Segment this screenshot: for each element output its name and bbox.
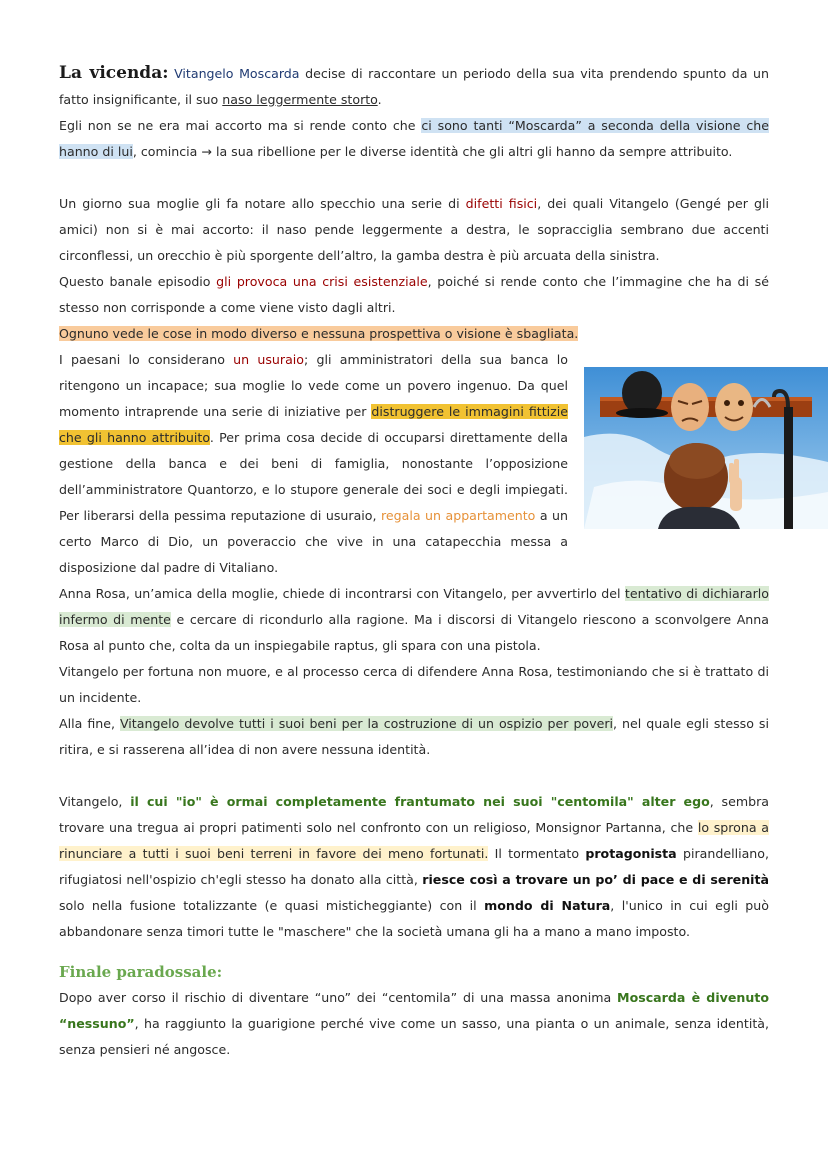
section-title-vicenda: La vicenda:: [59, 63, 169, 83]
text-span: , sembra trovare una tregua ai propri patimenti solo nel confronto con un religioso, Monsignor Partanna, che: [59, 794, 770, 835]
text-span: Il tormentato: [488, 846, 586, 861]
text-span: Dopo aver corso il rischio di diventare “uno” dei “centomila” di una massa anonima: [59, 990, 618, 1005]
highlight-yellow: distruggere le immagini fittizie che gli hanno attribuito: [59, 404, 569, 445]
emphasis-green: il cui "io" è ormai completamente frantumato nei suoi "centomila" alter ego: [130, 794, 710, 809]
emphasis-bold: protagonista: [585, 846, 677, 861]
highlight-green: Vitangelo devolve tutti i suoi beni per la costruzione di un ospizio per poveri: [119, 716, 614, 731]
text-span: solo nella fusione totalizzante (e quasi misticheggiante) con il: [59, 898, 485, 913]
paragraph: [59, 659, 769, 711]
emphasis-bold: riesce così a trovare un po’ di pace e di serenità: [422, 872, 770, 887]
text-span: Vitangelo,: [59, 794, 131, 809]
text-span: , l'unico in cui egli può abbandonare senza timori tutte le "maschere" che la società umana gli ha a mano a mano imposto.: [59, 898, 769, 939]
emphasis-orange: regala un appartamento: [381, 508, 536, 523]
section-title-finale: Finale paradossale:: [59, 963, 223, 981]
emphasis-red: gli provoca una crisi esistenziale: [216, 274, 428, 289]
masks-painting-illustration: [584, 367, 828, 529]
text-span: I paesani lo considerano: [59, 352, 234, 367]
highlight-green: tentativo di dichiararlo infermo di mente: [59, 586, 770, 627]
text-span: a un certo Marco di Dio, un poveraccio che vive in una catapecchia messa a disposizione dal padre di Vitaliano.: [59, 508, 569, 575]
emphasis-red: un usuraio: [233, 352, 305, 367]
paragraph: [59, 269, 769, 321]
paragraph: [59, 113, 769, 165]
text-span: Alla fine,: [59, 716, 120, 731]
paragraph-with-image: [59, 347, 769, 581]
text-span: e cercare di ricondurlo alla ragione. Ma i discorsi di Vitangelo riescono a sconvolgere Anna Rosa al punto che, colta da un inspiegabile raptus, gli spara con una pistola.: [59, 612, 769, 653]
paragraph: [59, 321, 769, 347]
paragraph: [59, 581, 769, 659]
text-span: decise di raccontare un periodo della sua vita prendendo spunto da un fatto insignificante, il suo: [59, 66, 769, 107]
paragraph: [59, 985, 769, 1063]
text-span: , nel quale egli stesso si ritira, e si rasserena all’idea di non avere nessuna identità.: [59, 716, 769, 757]
underlined-text: naso leggermente storto: [222, 92, 378, 107]
text-span: .: [377, 92, 382, 107]
text-span: , comincia → la sua ribellione per le diverse identità che gli altri gli hanno da sempre attribuito.: [132, 144, 733, 159]
paragraph: [59, 191, 769, 269]
protagonist-name: Vitangelo Moscarda: [174, 66, 300, 81]
text-span: Anna Rosa, un’amica della moglie, chiede di incontrarsi con Vitangelo, per avvertirlo del: [59, 586, 625, 601]
highlight-orange: Ognuno vede le cose in modo diverso e nessuna prospettiva o visione è sbagliata.: [59, 326, 579, 341]
text-span: ; gli amministratori della sua banca lo ritengono un incapace; sua moglie lo vede come un povero ingenuo. Da quel momento intraprende una serie di iniziative per: [59, 352, 568, 419]
emphasis-red: difetti fisici: [465, 196, 538, 211]
text-span: . Per prima cosa decide di occuparsi direttamente della gestione della banca e dei beni di famiglia, nonostante l’opposizione dell’amministratore Quantorzo, e lo stupore generale dei soci e degli impiegati. Per liberarsi della pessima reputazione di usuraio,: [59, 430, 568, 523]
text-span: Egli non se ne era mai accorto ma si rende conto che: [59, 118, 422, 133]
text-span: Questo banale episodio: [59, 274, 217, 289]
highlight-light-yellow: lo sprona a rinunciare a tutti i suoi beni terreni in favore dei meno fortunati.: [59, 820, 769, 861]
text-span: Vitangelo per fortuna non muore, e al processo cerca di difendere Anna Rosa, testimoniando che si è trattato di un incidente.: [59, 664, 769, 705]
highlight-blue: ci sono tanti “Moscarda” a seconda della visione che hanno di lui: [59, 118, 769, 159]
intro-paragraph: [59, 60, 769, 113]
text-span: Un giorno sua moglie gli fa notare allo specchio una serie di: [59, 196, 466, 211]
document-body: [59, 60, 769, 1063]
paragraph: [59, 789, 769, 945]
paragraph: [59, 711, 769, 763]
emphasis-bold: mondo di Natura: [484, 898, 611, 913]
text-span: pirandelliano, rifugiatosi nell'ospizio ch'egli stesso ha donato alla città,: [59, 846, 769, 887]
emphasis-green: Moscarda è divenuto “nessuno”: [59, 990, 769, 1031]
text-span: , dei quali Vitangelo (Gengé per gli amici) non si è mai accorto: il naso pende leggermente a destra, le sopracciglia sembrano due accenti circonflessi, un orecchio è più sporgente dell’altro, la gamba destra è più arcuata della sinistra.: [59, 196, 770, 263]
text-span: , ha raggiunto la guarigione perché vive come un sasso, una pianta o un animale, senza identità, senza pensieri né angosce.: [59, 1016, 769, 1057]
text-span: , poiché si rende conto che l’immagine che ha di sé stesso non corrisponde a come viene visto dagli altri.: [59, 274, 769, 315]
